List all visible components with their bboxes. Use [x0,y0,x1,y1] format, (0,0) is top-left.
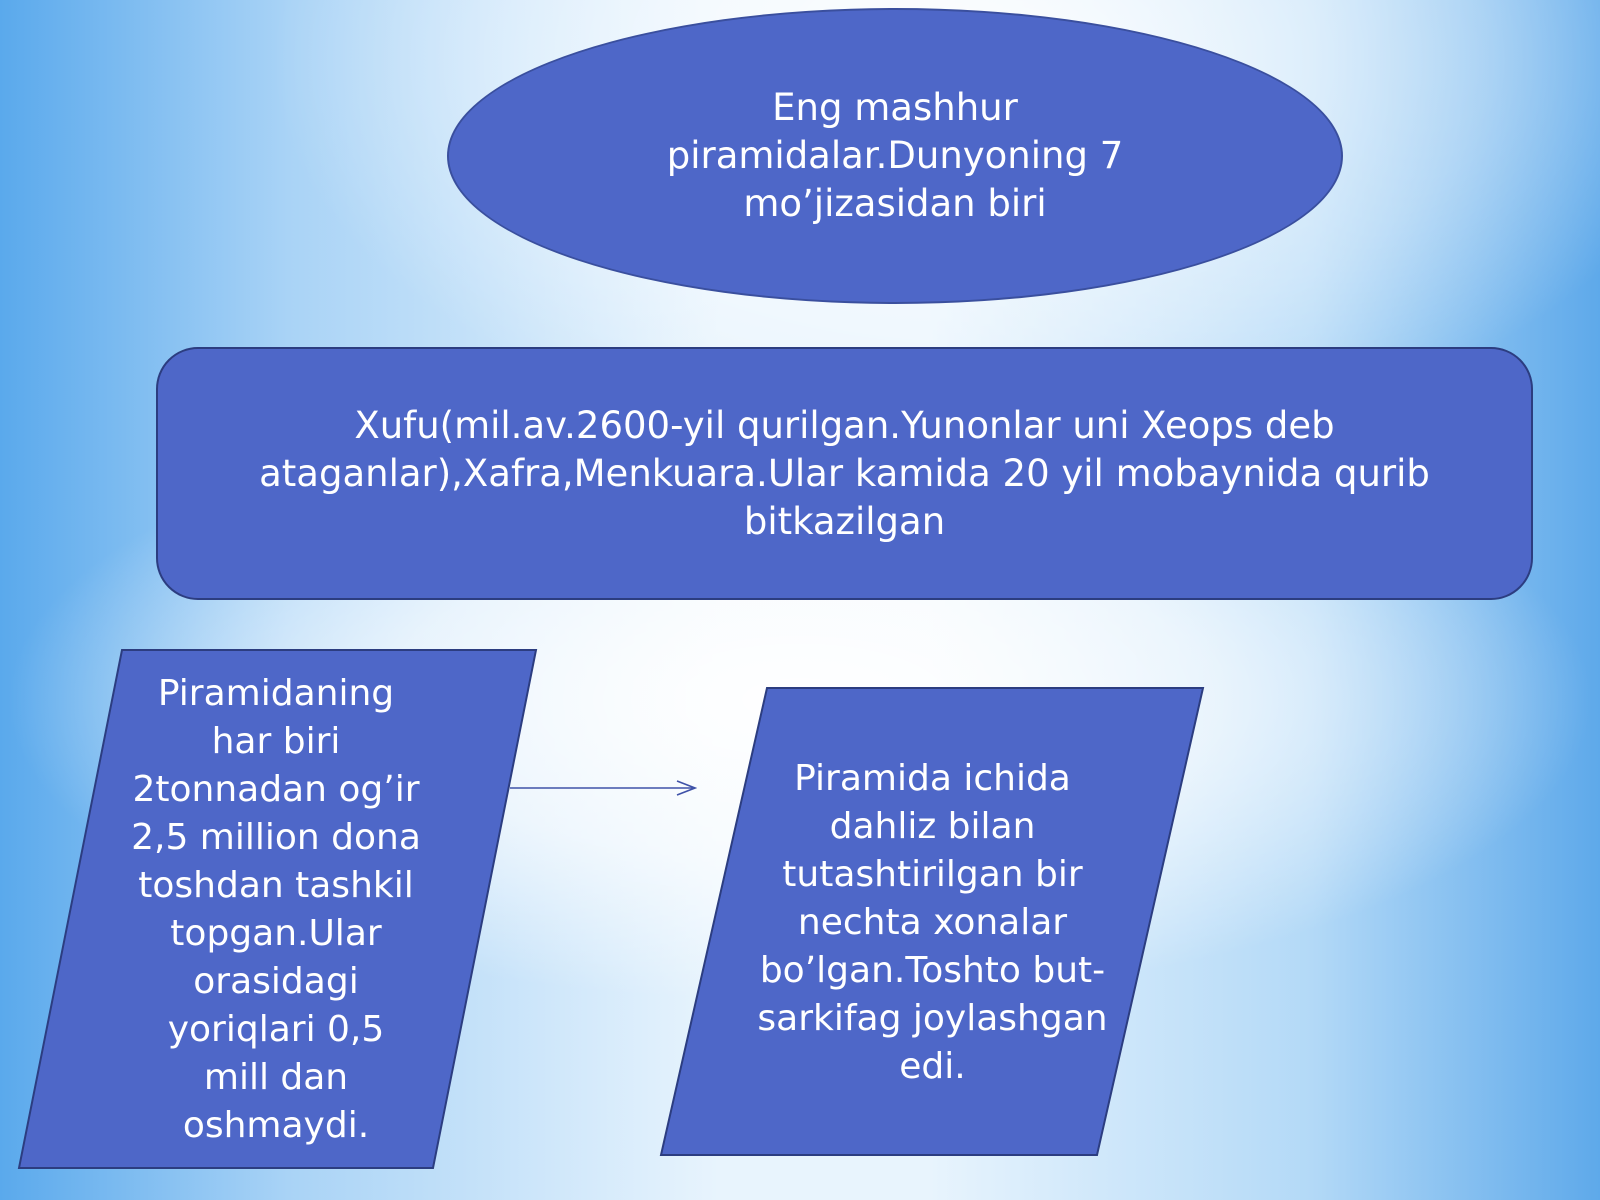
title-node-text: Eng mashhur piramidalar.Dunyoning 7 mo’jizasidan biri [666,86,1124,225]
right-node-text: Piramida ichida dahliz bilan tutashtirilgan bir nechta xonalar bo’lgan.Toshto but-sarkifag joylashgan edi. [757,757,1108,1087]
left-node-text-box [130,620,422,1200]
right-node-text-box [755,710,1110,1135]
left-node-text: Piramidaning har biri 2tonnadan og’ir 2,5 million dona toshdan tashkil topgan.Ular orasidagi yoriqlari 0,5 mill dan oshmaydi. [131,673,421,1146]
main-node-text: Xufu(mil.av.2600-yil qurilgan.Yunonlar uni Xeops deb ataganlar),Xafra,Menkuara.Ular kamida 20 yil mobaynida qurib bitkazilgan [259,403,1430,543]
